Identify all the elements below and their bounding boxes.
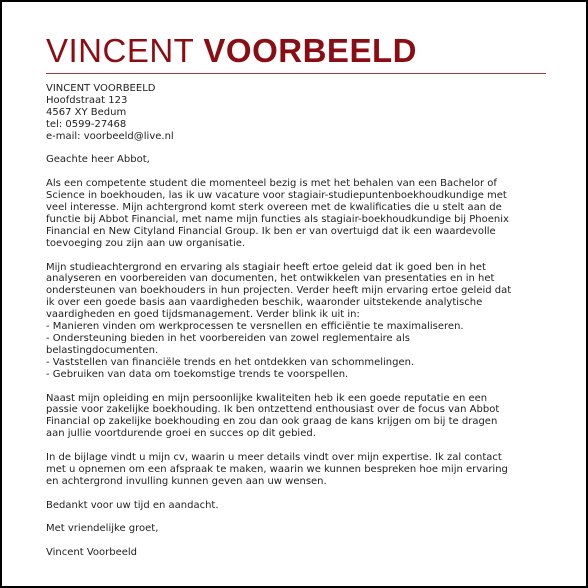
paragraph-closing xyxy=(46,452,548,488)
paragraph-line: met u opnemen om een afspraak te maken, waarin we kunnen bespreken hoe mijn ervaring xyxy=(46,463,508,475)
paragraph-line: vaardigheden en goed tijdsmanagement. Verder blink ik uit in: xyxy=(46,309,360,321)
paragraph-line: Als een competente student die momenteel bezig is met het behalen van een Bachelor of xyxy=(46,178,497,190)
paragraph-line: passie voor zakelijke boekhouding. Ik ben ontzettend enthousiast over de focus van Abbot xyxy=(46,404,500,416)
header-divider xyxy=(46,73,546,74)
sender-street: Hoofdstraat 123 xyxy=(46,94,128,106)
sender-phone: tel: 0599-27468 xyxy=(46,118,127,130)
paragraph-line: toevoeging zou zijn aan uw organisatie. xyxy=(46,237,246,249)
spacer xyxy=(46,250,548,262)
paragraph-line: aan jullie voortdurende groei en succes op dit gebied. xyxy=(46,428,316,440)
paragraph-line: ondersteunen van boekhouders in hun projecten. Verder heeft mijn ervaring ertoe geleid dat xyxy=(46,285,512,297)
paragraph-line: analyseren en voorbereiden van documenten, het ontwikkelen van presentaties en in het xyxy=(46,273,495,285)
header-first-name: VINCENT xyxy=(46,32,194,69)
sender-email: e-mail: voorbeeld@live.nl xyxy=(46,130,174,142)
letter-body xyxy=(46,83,548,559)
paragraph-line: Financial op zakelijke boekhouding en zou dan ook graag de kans krijgen om bij te dragen xyxy=(46,416,498,428)
spacer xyxy=(46,381,548,393)
skill-list-item: - Ondersteuning bieden in het voorbereiden van zowel reglementaire als xyxy=(46,332,410,344)
spacer xyxy=(46,143,548,155)
paragraph-line: Financial en New Cityland Financial Group. Ik ben er van overtuigd dat ik een waardevolle xyxy=(46,225,496,237)
spacer xyxy=(46,535,548,547)
paragraph-line: Mijn studieachtergrond en ervaring als stagiair heeft ertoe geleid dat ik goed ben in het xyxy=(46,261,486,273)
paragraph-line: ik over een goede basis aan vaardigheden beschik, waaronder uitstekende analytische xyxy=(46,297,483,309)
paragraph-line: Naast mijn opleiding en mijn persoonlijke kwaliteiten heb ik een goede reputatie en een xyxy=(46,392,488,404)
paragraph-motivation xyxy=(46,393,548,441)
skill-list-item: belastingdocumenten. xyxy=(46,344,159,356)
paragraph-line: functie bij Abbot Financial, met name mijn functies als stagiair-boekhoudkundige bij Phoenix xyxy=(46,213,509,225)
header-last-name: VOORBEELD xyxy=(203,32,417,69)
letter-header xyxy=(46,32,417,70)
sender-name: VINCENT VOORBEELD xyxy=(46,83,156,94)
paragraph-line: Science in boekhouden, las ik uw vacature voor stagiair-studiepuntenboekhoudkundige met xyxy=(46,190,507,202)
spacer xyxy=(46,166,548,178)
skill-list-item: - Vaststellen van financiële trends en het ontdekken van schommelingen. xyxy=(46,356,415,368)
paragraph-line: en achtergrond invulling kunnen geven aan uw wensen. xyxy=(46,475,327,487)
salutation: Geachte heer Abbot, xyxy=(46,154,150,166)
skill-list-item: - Manieren vinden om werkprocessen te versnellen en efficiëntie te maximaliseren. xyxy=(46,321,464,333)
signature-name: Vincent Voorbeeld xyxy=(46,547,138,559)
paragraph-line: veel interesse. Mijn achtergrond komt sterk overeen met de kwalificaties die u stelt aan de xyxy=(46,202,502,214)
spacer xyxy=(46,440,548,452)
paragraph-line: In de bijlage vindt u mijn cv, waarin u meer details vindt over mijn expertise. Ik zal contact xyxy=(46,452,502,464)
paragraph-introduction xyxy=(46,178,548,249)
spacer xyxy=(46,488,548,500)
thanks-line: Bedankt voor uw tijd en aandacht. xyxy=(46,499,219,511)
skill-list-item: - Gebruiken van data om toekomstige trends te voorspellen. xyxy=(46,368,349,380)
paragraph-skills xyxy=(46,262,548,381)
sender-block xyxy=(46,83,548,143)
sender-city: 4567 XY Bedum xyxy=(46,106,127,118)
spacer xyxy=(46,512,548,524)
closing-line: Met vriendelijke groet, xyxy=(46,523,159,535)
